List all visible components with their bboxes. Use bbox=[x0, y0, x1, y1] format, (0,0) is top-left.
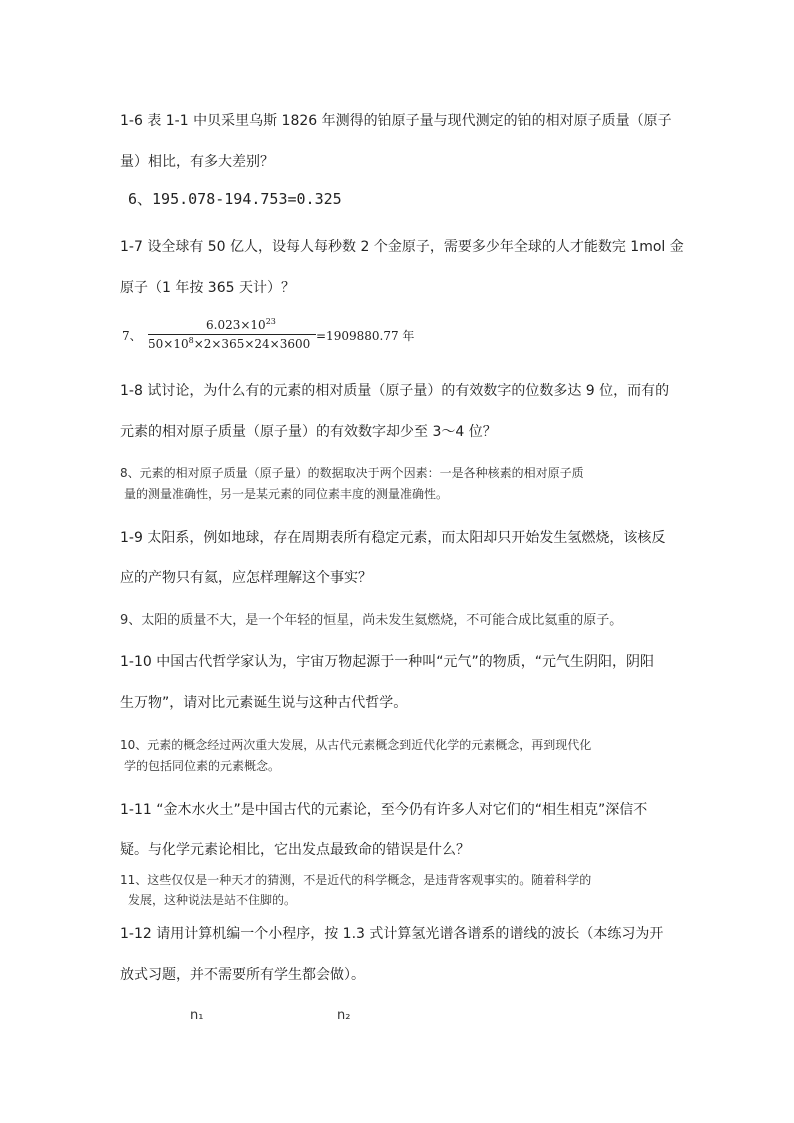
question-1-7-line2: 原子（1 年按 365 天计）？ bbox=[120, 280, 295, 296]
question-1-7-line1: 1-7 设全球有 50 亿人，设每人每秒数 2 个金原子，需要多少年全球的人才能数完 1mol 金 bbox=[120, 239, 684, 255]
answer-10-line1: 10、元素的概念经过两次重大发展，从古代元素概念到近代化学的元素概念，再到现代化 bbox=[120, 738, 592, 752]
question-1-6-line1: 1-6 表 1-1 中贝采里乌斯 1826 年测得的铂原子量与现代测定的铂的相对原子质量（原子 bbox=[120, 113, 672, 129]
answer-8-line1: 8、元素的相对原子质量（原子量）的数据取决于两个因素：一是各种核素的相对原子质 bbox=[120, 466, 584, 480]
denominator: $50\times 10^8\times 2\times 365\times 24\times 3600$ bbox=[148, 336, 311, 351]
numerator: $6.023\times 10^{23}$ bbox=[206, 317, 276, 332]
answer-10-line2: 学的包括同位素的元素概念。 bbox=[124, 759, 281, 773]
question-1-9-line1: 1-9 太阳系，例如地球，存在周期表所有稳定元素，而太阳却只开始发生氢燃烧，该核反 bbox=[120, 530, 666, 546]
fraction-bar bbox=[148, 334, 316, 335]
answer-11-line2: 发展，这种说法是站不住脚的。 bbox=[128, 893, 297, 907]
question-1-12-line1: 1-12 请用计算机编一个小程序，按 1.3 式计算氢光谱各谱系的谱线的波长（本练习为开 bbox=[120, 926, 664, 942]
answer-8-line2: 量的测量准确性，另一是某元素的同位素丰度的测量准确性。 bbox=[124, 487, 449, 501]
label-n1: n₁ bbox=[190, 1008, 204, 1023]
answer-11-line1: 11、这些仅仅是一种天才的猜测，不是近代的科学概念，是违背客观事实的。随着科学的 bbox=[120, 873, 592, 887]
question-1-8-line1: 1-8 试讨论，为什么有的元素的相对质量（原子量）的有效数字的位数多达 9 位，而有的 bbox=[120, 383, 670, 399]
question-1-10-line1: 1-10 中国古代哲学家认为，宇宙万物起源于一种叫“元气”的物质，“元气生阴阳，阴阳 bbox=[120, 654, 654, 670]
answer-7-result: =1909880.77 年 bbox=[316, 329, 415, 343]
question-1-10-line2: 生万物”，请对比元素诞生说与这种古代哲学。 bbox=[120, 695, 408, 711]
question-1-12-line2: 放式习题，并不需要所有学生都会做）。 bbox=[120, 967, 365, 983]
question-1-6-line2: 量）相比，有多大差别？ bbox=[120, 154, 274, 170]
label-n2: n₂ bbox=[337, 1008, 351, 1023]
question-1-11-line1: 1-11 “金木水火土”是中国古代的元素论，至今仍有许多人对它们的“相生相克”深信不 bbox=[120, 802, 648, 818]
question-1-11-line2: 疑。与化学元素论相比，它出发点最致命的错误是什么？ bbox=[120, 842, 470, 858]
question-1-9-line2: 应的产物只有氦，应怎样理解这个事实？ bbox=[120, 570, 372, 586]
answer-6: 6、195.078-194.753=0.325 bbox=[128, 190, 342, 208]
question-1-8-line2: 元素的相对原子质量（原子量）的有效数字却少至 3～4 位？ bbox=[120, 424, 497, 440]
answer-7-number: 7、 bbox=[122, 329, 142, 343]
answer-9: 9、太阳的质量不大，是一个年轻的恒星，尚未发生氦燃烧，不可能合成比氦重的原子。 bbox=[120, 613, 623, 628]
